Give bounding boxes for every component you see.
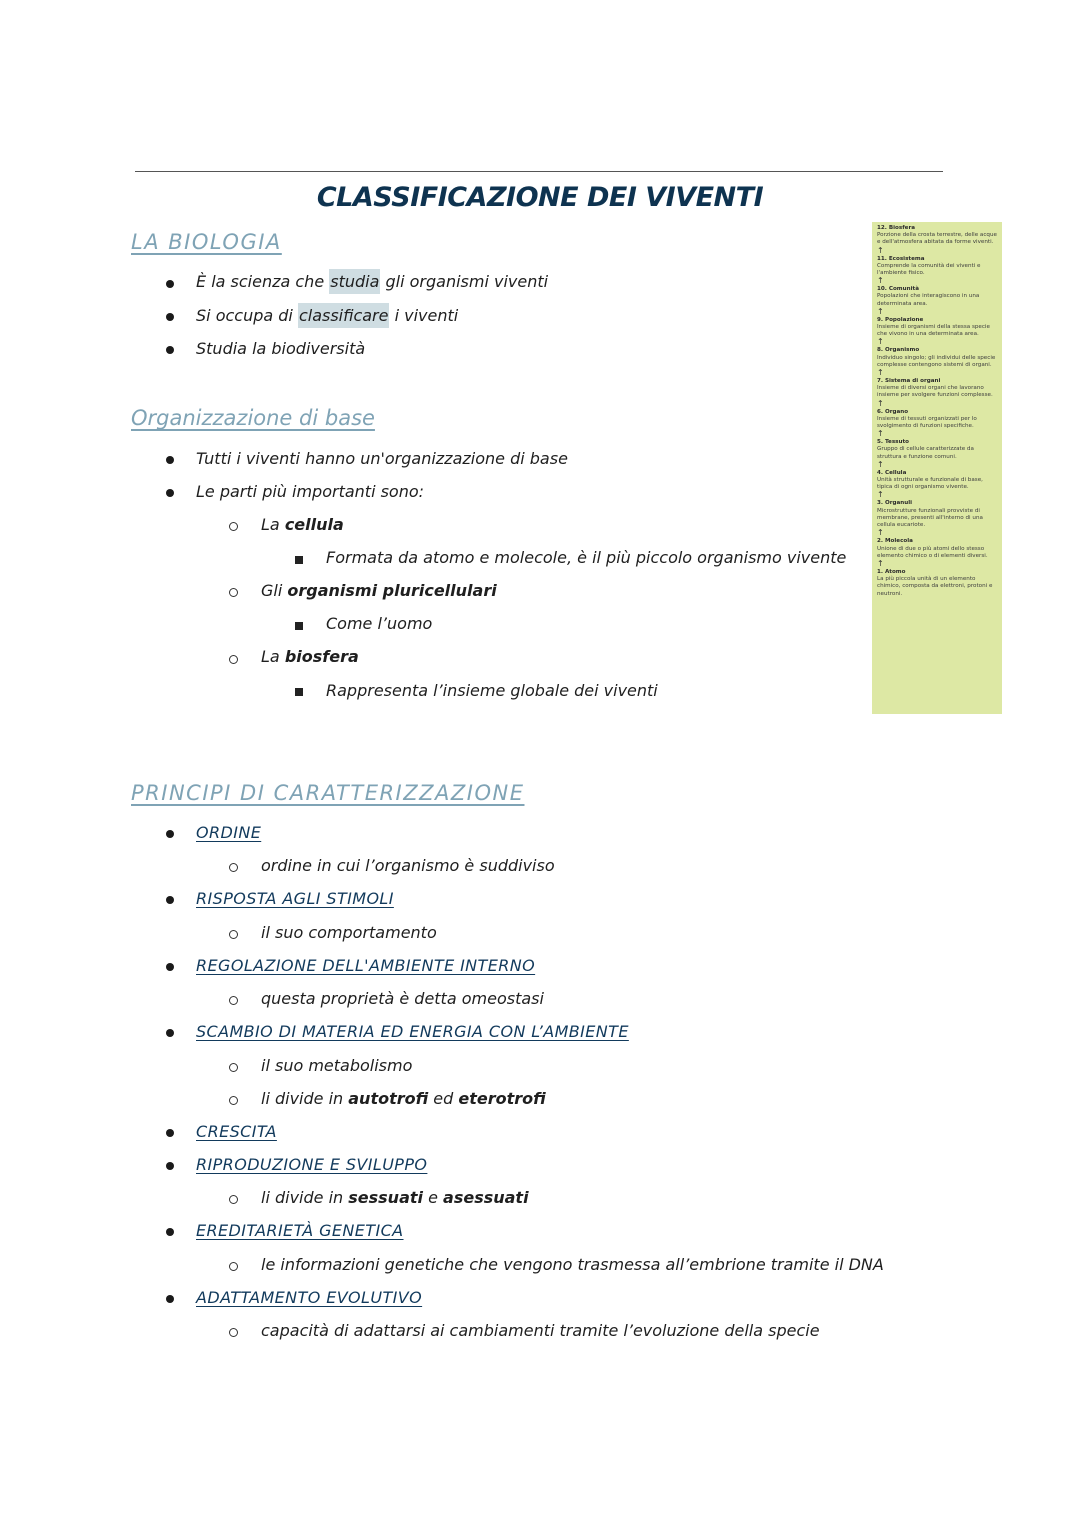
detail-item: Formata da atomo e molecole, è il più piccolo organismo vivente	[326, 548, 847, 567]
detail-item: Rappresenta l’insieme globale dei viventi	[326, 681, 658, 700]
list-item: È la scienza che studia gli organismi viventi	[196, 272, 548, 291]
level-item: 1. Atomo La più piccola unità di un elemento chimico, composta da elettroni, protoni e neutroni.	[877, 568, 993, 597]
sub-bullet	[229, 522, 238, 531]
sub-list-item: ordine in cui l’organismo è suddiviso	[261, 856, 555, 875]
detail-item: Come l’uomo	[326, 614, 433, 633]
level-item: 2. Molecola Unione di due o più atomi dello stesso elemento chimico o di elementi diversi.	[877, 538, 988, 559]
sub-bullet	[229, 930, 238, 939]
top-divider	[135, 171, 943, 172]
arrow-up-icon: ↑	[877, 528, 884, 538]
level-item: 12. Biosfera Porzione della crosta terrestre, delle acque e dell'atmosfera abitata da forme viventi.	[877, 225, 997, 246]
list-item: Le parti più importanti sono:	[196, 482, 425, 501]
sub-list-item: capacità di adattarsi ai cambiamenti tramite l’evoluzione della specie	[261, 1321, 820, 1340]
bullet	[166, 896, 174, 904]
square-bullet	[295, 688, 303, 696]
principle-title: CRESCITA	[196, 1122, 277, 1141]
sub-list-item: il suo comportamento	[261, 923, 437, 942]
principle-title: RISPOSTA AGLI STIMOLI	[196, 889, 394, 908]
bullet	[166, 1295, 174, 1303]
highlighted-word: classificare	[298, 303, 390, 328]
sub-bullet	[229, 1063, 238, 1072]
page-title: CLASSIFICAZIONE DEI VIVENTI	[316, 182, 764, 213]
bullet	[166, 280, 174, 288]
arrow-up-icon: ↑	[877, 459, 884, 469]
level-item: 4. Cellula Unità strutturale e funzionale di base, tipica di ogni organismo vivente.	[877, 469, 983, 491]
bullet	[166, 456, 174, 464]
bullet	[166, 1029, 174, 1037]
bullet	[166, 1129, 174, 1137]
square-bullet	[295, 556, 303, 564]
level-item: 7. Sistema di organi Insieme di diversi organi che lavorano insieme per svolgere funzioni complesse.	[877, 378, 993, 399]
bullet	[166, 346, 174, 354]
sub-list-item: questa proprietà è detta omeostasi	[261, 989, 544, 1008]
sub-bullet	[229, 1328, 238, 1337]
principle-title: EREDITARIETÀ GENETICA	[196, 1221, 404, 1240]
bullet	[166, 489, 174, 497]
bullet	[166, 1162, 174, 1170]
sub-list-item: La biosfera	[261, 647, 359, 666]
level-item: 8. Organismo Individuo singolo; gli individui delle specie complesse contengono sistemi di organi.	[877, 347, 996, 368]
bullet	[166, 963, 174, 971]
sub-bullet	[229, 1262, 238, 1271]
bullet	[166, 1228, 174, 1236]
bullet	[166, 830, 174, 838]
sub-bullet	[229, 655, 238, 664]
level-item: 6. Organo Insieme di tessuti organizzati per lo svolgimento di funzioni specifiche.	[877, 408, 977, 430]
sub-list-item: Gli organismi pluricellulari	[261, 581, 497, 600]
principle-title: ORDINE	[196, 823, 262, 842]
arrow-up-icon: ↑	[877, 558, 884, 568]
level-item: 9. Popolazione Insieme di organismi della stessa specie che vivono in una determinata area.	[877, 316, 990, 338]
arrow-up-icon: ↑	[877, 398, 884, 408]
sub-list-item: li divide in sessuati e asessuati	[261, 1188, 529, 1207]
level-item: 5. Tessuto Gruppo di cellule caratterizzate da struttura e funzione comuni.	[877, 439, 974, 460]
principle-title: RIPRODUZIONE E SVILUPPO	[196, 1155, 428, 1174]
principle-title: SCAMBIO DI MATERIA ED ENERGIA CON L’AMBIENTE	[196, 1022, 629, 1041]
section-heading-principi: PRINCIPI DI CARATTERIZZAZIONE	[131, 781, 525, 805]
sub-list-item: La cellula	[261, 515, 344, 534]
square-bullet	[295, 622, 303, 630]
arrow-up-icon: ↑	[877, 276, 884, 286]
list-item: Tutti i viventi hanno un'organizzazione di base	[196, 449, 568, 468]
bullet	[166, 313, 174, 321]
sub-bullet	[229, 588, 238, 597]
principle-title: REGOLAZIONE DELL'AMBIENTE INTERNO	[196, 956, 536, 975]
sub-list-item: il suo metabolismo	[261, 1056, 413, 1075]
arrow-up-icon: ↑	[877, 306, 884, 316]
list-item: Studia la biodiversità	[196, 339, 366, 358]
sub-bullet	[229, 1195, 238, 1204]
organization-levels-figure	[872, 222, 1002, 714]
sub-list-item: li divide in autotrofi ed eterotrofi	[261, 1089, 546, 1108]
section-heading-biologia: LA BIOLOGIA	[131, 230, 282, 254]
sub-bullet	[229, 863, 238, 872]
arrow-up-icon: ↑	[877, 337, 884, 347]
arrow-up-icon: ↑	[877, 490, 884, 500]
level-item: 3. Organuli Microstrutture funzionali provviste di membrane, presenti all'interno di una cellula eucariote.	[877, 500, 983, 529]
arrow-up-icon: ↑	[877, 429, 884, 439]
arrow-up-icon: ↑	[877, 368, 884, 378]
list-item: Si occupa di classificare i viventi	[196, 306, 458, 325]
sub-bullet	[229, 1096, 238, 1105]
section-heading-organizzazione: Organizzazione di base	[131, 406, 375, 430]
level-item: 10. Comunità Popolazioni che interagiscono in una determinata area.	[877, 286, 980, 307]
level-item: 11. Ecosistema Comprende la comunità dei viventi e l'ambiente fisico.	[877, 255, 981, 277]
sub-bullet	[229, 996, 238, 1005]
principle-title: ADATTAMENTO EVOLUTIVO	[196, 1288, 423, 1307]
sub-list-item: le informazioni genetiche che vengono trasmessa all’embrione tramite il DNA	[261, 1255, 884, 1274]
arrow-up-icon: ↑	[877, 245, 884, 255]
highlighted-word: studia	[329, 269, 380, 294]
